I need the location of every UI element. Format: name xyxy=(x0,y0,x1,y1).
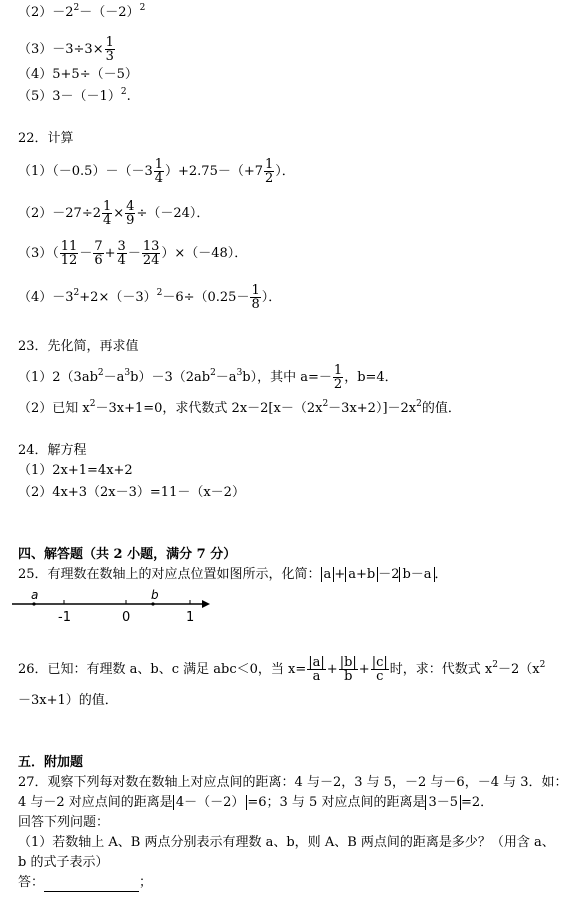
q24-title: 24．解方程 xyxy=(18,443,87,458)
q27-line3: 回答下列问题： xyxy=(18,815,110,830)
q27-line2: 4 与－2 对应点间的距离是 4－（－2） =6；3 与 5 对应点间的距离是 3－5 =2． xyxy=(18,795,494,810)
point-b-label: b xyxy=(151,588,159,602)
number-line xyxy=(8,588,218,628)
q27-line5: b 的式子表示） xyxy=(18,855,109,870)
q26-line1: 26．已知：有理数 a、b、c 满足 abc＜0，当 x= $\frac{|a|}{a}$ + $\frac{|b|}{b}$ + $\frac{|c|}{c}$ 时，求：代数式 $x^2-2(x^2$ xyxy=(18,655,546,684)
tick-label: 1 xyxy=(186,610,195,625)
q22-title: 22．计算 xyxy=(18,131,74,146)
q22-part4: $(4)-3^2+2\times(-3)^2-6\div(0.25-$ $\frac{1}{8}$ ）． xyxy=(18,283,282,312)
q27-line4: （1）若数轴上 A、B 两点分别表示有理数 a、b，则 A、B 两点间的距离是多少？（用含 a、 xyxy=(18,835,555,850)
q22-part2: （2）－27÷2 $\frac{1}{4}$ × $\frac{4}{9}$ ÷（－24）． xyxy=(18,199,210,228)
q21-part4: （4）5+5÷（－5） xyxy=(18,67,138,82)
q27-line1: 27．观察下列每对数在数轴上对应点间的距离：4 与－2，3 与 5，－2 与－6，－4 与 3．如： xyxy=(18,775,568,790)
section-4-heading: 四、解答题（共 2 小题，满分 7 分） xyxy=(18,547,237,562)
q22-part3: （3）（ $\frac{11}{12}$ － $\frac{7}{6}$ + $\frac{3}{4}$ － $\frac{13}{24}$ ）×（－48）． xyxy=(18,239,248,268)
section-5-heading: 五．附加题 xyxy=(18,755,84,770)
point-a-label: a xyxy=(31,588,39,602)
q21-part5: $(5)3-(-1)^2$. xyxy=(18,87,131,104)
q21-part3: （3）－3÷3× $\frac{1}{3}$ xyxy=(18,35,114,64)
tick-label: 0 xyxy=(122,610,131,625)
fraction: $\frac{1}{3}$ xyxy=(105,35,114,64)
q22-part1: （1）（－0.5）－（－3 $\frac{1}{4}$ ）+2.75－（+7 $\frac{1}{2}$ ）． xyxy=(18,157,295,186)
answer-blank[interactable] xyxy=(44,879,139,892)
tick-label: -1 xyxy=(58,610,71,625)
q25-text: 25．有理数在数轴上的对应点位置如图所示，化简： a + a+b －2 b－a ． xyxy=(18,567,448,582)
q27-answer: 答： ； xyxy=(18,875,153,890)
q24-part2: （2）4x+3（2x－3）=11－（x－2） xyxy=(18,485,245,500)
q21-part2: $(2)-2^2-(-2)^2$ xyxy=(18,3,146,20)
q26-line2: －3x+1）的值． xyxy=(18,693,118,708)
q23-title: 23．先化简，再求值 xyxy=(18,339,139,354)
q23-part1: $(1)2(3ab^2-a^3b)-3(2ab^2-a^3b)$，其中 a=－ $\frac{1}{2}$ ，b=4． xyxy=(18,363,398,392)
q24-part1: （1）2x+1=4x+2 xyxy=(18,463,133,478)
q23-part2: （2）已知 $x^2-3x+1=0$，求代数式 $2x-2[x-(2x^2-3x+2)]-2x^2$的值． xyxy=(18,399,461,416)
